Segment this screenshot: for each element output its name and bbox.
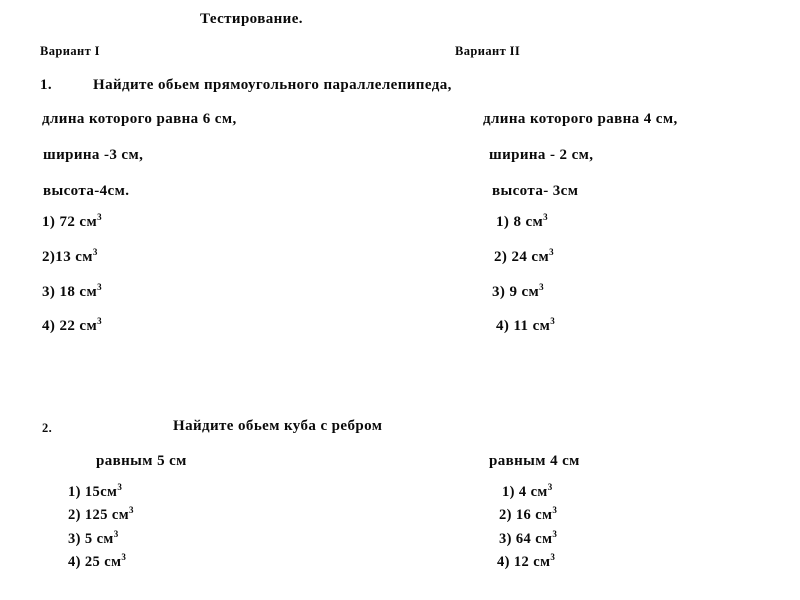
q1-variant2-condition-height: высота- 3см xyxy=(492,183,579,199)
variant-1-label: Вариант I xyxy=(40,44,100,58)
answer-text: 4) 12 см xyxy=(497,554,551,570)
q1-variant2-answer-4 xyxy=(496,318,555,335)
q1-variant2-condition-width: ширина - 2 см, xyxy=(489,147,594,163)
answer-text: 1) 72 см xyxy=(42,214,98,230)
answer-exponent: 3 xyxy=(92,247,98,257)
page-title: Тестирование. xyxy=(200,11,303,27)
q2-variant1-answer-1 xyxy=(68,484,122,501)
answer-text: 2) 125 см xyxy=(68,507,129,523)
question-2-number: 2. xyxy=(42,421,53,435)
q1-variant1-condition-length: длина которого равна 6 см, xyxy=(42,111,237,127)
question-1-number: 1. xyxy=(40,77,53,93)
answer-exponent: 3 xyxy=(549,247,554,257)
q2-variant2-answer-1 xyxy=(502,484,553,501)
q1-variant2-answer-3 xyxy=(492,284,544,301)
answer-text: 4) 25 см xyxy=(68,554,122,570)
q1-variant2-answer-2 xyxy=(494,249,554,266)
answer-text: 3) 64 см xyxy=(499,531,553,547)
answer-text: 1) 4 см xyxy=(502,484,548,500)
variant-2-label: Вариант II xyxy=(455,44,521,58)
q1-variant2-answer-1 xyxy=(496,214,548,231)
answer-exponent: 3 xyxy=(539,282,545,292)
q2-variant1-condition: равным 5 см xyxy=(96,453,187,469)
answer-text: 3) 5 см xyxy=(68,531,114,547)
question-1-text: Найдите обьем прямоугольного параллелепипеда, xyxy=(93,77,452,93)
answer-exponent: 3 xyxy=(552,529,558,540)
answer-text: 2) 16 см xyxy=(499,507,553,523)
q2-variant2-condition: равным 4 см xyxy=(489,453,580,469)
answer-exponent: 3 xyxy=(552,505,558,516)
answer-text: 3) 9 см xyxy=(492,284,540,300)
answer-exponent: 3 xyxy=(121,552,127,563)
q2-variant2-answer-2 xyxy=(499,507,557,524)
answer-text: 3) 18 см xyxy=(42,284,98,300)
q1-variant2-condition-length: длина которого равна 4 см, xyxy=(483,111,678,127)
answer-exponent: 3 xyxy=(547,482,553,493)
answer-exponent: 3 xyxy=(129,505,134,516)
q1-variant1-condition-width: ширина -3 см, xyxy=(43,147,144,163)
answer-text: 4) 22 см xyxy=(42,318,98,334)
q1-variant1-condition-height: высота-4см. xyxy=(43,183,130,199)
answer-exponent: 3 xyxy=(113,529,119,540)
answer-exponent: 3 xyxy=(550,316,556,326)
q1-variant1-answer-1 xyxy=(42,214,102,231)
q2-variant1-answer-4 xyxy=(68,554,126,571)
answer-text: 1) 8 см xyxy=(496,214,544,230)
answer-exponent: 3 xyxy=(117,482,123,493)
question-2-text: Найдите обьем куба с ребром xyxy=(173,418,383,434)
q1-variant1-answer-4 xyxy=(42,318,102,335)
q1-variant1-answer-2 xyxy=(42,249,98,266)
answer-exponent: 3 xyxy=(97,282,102,292)
answer-exponent: 3 xyxy=(550,552,556,563)
answer-text: 2)13 см xyxy=(42,249,93,265)
q2-variant2-answer-4 xyxy=(497,554,555,571)
answer-exponent: 3 xyxy=(97,212,102,222)
q2-variant1-answer-2 xyxy=(68,507,134,524)
answer-text: 2) 24 см xyxy=(494,249,550,265)
q2-variant2-answer-3 xyxy=(499,531,557,548)
answer-exponent: 3 xyxy=(97,316,102,326)
q1-variant1-answer-3 xyxy=(42,284,102,301)
q2-variant1-answer-3 xyxy=(68,531,119,548)
answer-text: 4) 11 см xyxy=(496,318,551,334)
answer-text: 1) 15см xyxy=(68,484,118,500)
answer-exponent: 3 xyxy=(543,212,549,222)
